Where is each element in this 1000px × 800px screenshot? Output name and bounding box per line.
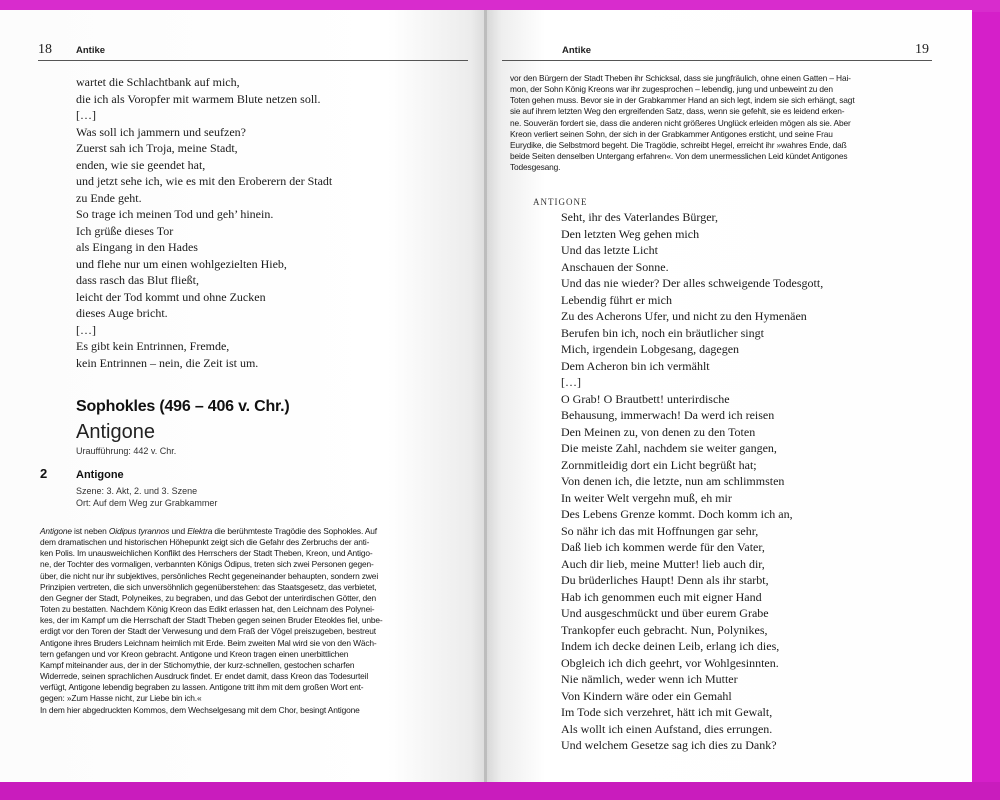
text-line: zu Ende geht. bbox=[76, 190, 142, 205]
text-segment: ne, der Tochter des vormaligen, verbannten Königs Ödipus, treten sich zwei Personen gegen- bbox=[40, 559, 374, 570]
text-title: Antigone bbox=[76, 469, 124, 481]
running-head: Antike bbox=[76, 45, 106, 56]
text-line: […] bbox=[76, 108, 96, 122]
text-line: mon, der Sohn König Kreons war ihr zugesprochen – lebendig, jung und unbeweint zu den bbox=[510, 84, 833, 95]
text-segment: Widerrede, seinen sprachlichen Ausdruck findet. Er endet damit, dass Kreon das Todesurteil bbox=[40, 671, 369, 682]
text-line bbox=[40, 559, 383, 570]
text-segment: Kampf miteinander aus, der in der Stichomythie, der kurz-schnellen, gestochen scharfen bbox=[40, 659, 355, 670]
page-number: 19 bbox=[915, 42, 929, 57]
running-head: Antike bbox=[562, 45, 592, 56]
text-line: vor den Bürgern der Stadt Theben ihr Schicksal, dass sie jungfräulich, ohne einen Gatten – Hai- bbox=[510, 73, 851, 83]
text-line: als Eingang in den Hades bbox=[76, 240, 198, 254]
text-line: Indem ich decke deinen Leib, erlang ich dies, bbox=[561, 639, 780, 653]
text-line: und flehe nur um einen wohlgezielten Hieb, bbox=[76, 256, 287, 271]
text-segment: tern gefangen und vor Kreon gebracht. Antigone und Kreon tragen einen unerbittlichen bbox=[40, 648, 349, 659]
text-segment: erdigt vor den Toren der Stadt der Verwesung und dem Fraß der Vögel preiszugeben, bestreut bbox=[40, 626, 376, 637]
text-line: Berufen bin ich, noch ein bräutlicher singt bbox=[561, 325, 764, 340]
magenta-bottom-edge bbox=[0, 782, 1000, 800]
text-segment: dem dramatischen und historischen Höhepunkt zeigt sich die Gefahr des Zerbruchs der anti- bbox=[40, 537, 370, 548]
text-line bbox=[40, 548, 383, 559]
text-line bbox=[40, 649, 383, 660]
text-line: und jetzt sehe ich, wie es mit den Eroberern der Stadt bbox=[76, 174, 333, 188]
text-line: Dem Acheron bin ich vermählt bbox=[561, 358, 710, 373]
text-line bbox=[40, 615, 383, 626]
text-line: Behausung, immerwach! Da werd ich reisen bbox=[561, 408, 775, 422]
text-line: In weiter Welt vergehn muß, eh mir bbox=[561, 490, 732, 505]
text-line bbox=[40, 626, 383, 637]
text-line bbox=[40, 537, 383, 548]
intro-paragraph bbox=[40, 526, 383, 716]
text-line bbox=[40, 682, 383, 693]
text-line: Als wollt ich einen Aufstand, dies errungen. bbox=[561, 721, 773, 736]
text-line: sie auf ihrem letzten Weg den ergreifenden Satz, dass, wenn sie gefehlt, sie es leidend erken- bbox=[510, 106, 845, 117]
text-line: O Grab! O Brautbett! unterirdische bbox=[561, 391, 730, 406]
text-line: wartet die Schlachtbank auf mich, bbox=[76, 75, 240, 89]
place-line: Ort: Auf dem Weg zur Grabkammer bbox=[76, 497, 218, 508]
header-rule bbox=[38, 60, 468, 61]
text-line bbox=[40, 638, 383, 649]
text-line: Toten gehen muss. Bevor sie in der Grabkammer Hand an sich legt, indem sie sich erhängt, sagt bbox=[510, 95, 855, 106]
text-line: Den Meinen zu, von denen zu den Toten bbox=[561, 424, 756, 439]
text-line: Im Tode sich verzehret, hätt ich mit Gewalt, bbox=[561, 705, 773, 719]
text-line bbox=[40, 571, 383, 582]
text-line: Eurydike, die Selbstmord begeht. Die Tragödie, schreibt Hegel, erreicht ihr »wahres Ende, daß bbox=[510, 139, 847, 150]
text-segment: ist neben bbox=[71, 526, 109, 536]
text-line: Zuerst sah ich Troja, meine Stadt, bbox=[76, 141, 238, 155]
page-number: 18 bbox=[38, 42, 52, 57]
text-line: leicht der Tod kommt und ohne Zucken bbox=[76, 289, 266, 304]
text-line: Was soll ich jammern und seufzen? bbox=[76, 124, 246, 139]
text-line: […] bbox=[76, 322, 96, 337]
text-line: Und das letzte Licht bbox=[561, 243, 658, 257]
text-segment: In dem hier abgedruckten Kommos, dem Wechselgesang mit dem Chor, besingt Antigone bbox=[40, 704, 360, 715]
text-line: beide Seiten denselben Untergang erfahren«. Von dem unermesslichen Leid kündet Antigones bbox=[510, 151, 848, 162]
text-segment: ken Polis. Im unausweichlichen Konflikt des Herrschers der Stadt Theben, Kreon, und Antigo- bbox=[40, 548, 373, 559]
work-reference: Antigone bbox=[40, 526, 72, 536]
text-number: 2 bbox=[40, 466, 48, 481]
text-line bbox=[40, 671, 383, 682]
speaker-label: ANTIGONE bbox=[533, 197, 588, 207]
text-line: Und ausgeschmückt und über eurem Grabe bbox=[561, 606, 769, 620]
text-line: Es gibt kein Entrinnen, Fremde, bbox=[76, 339, 230, 353]
text-line bbox=[40, 593, 383, 604]
text-line: Auch dir lieb, meine Mutter! lieb auch dir, bbox=[561, 556, 765, 571]
text-line: Ich grüße dieses Tor bbox=[76, 223, 174, 238]
text-line: Hab ich genommen euch mit eigner Hand bbox=[561, 589, 762, 604]
text-line: So nähr ich das mit Hoffnungen gar sehr, bbox=[561, 523, 759, 538]
text-line: Und welchem Gesetze sag ich dies zu Dank? bbox=[561, 738, 777, 752]
text-line: Von denen ich, die letzte, nun am schlimmsten bbox=[561, 474, 785, 488]
text-line bbox=[40, 705, 383, 716]
text-segment: Toten zu bestatten. Nachdem König Kreon das Edikt erlassen hat, den Leichnam des Polynei- bbox=[40, 604, 375, 615]
text-line bbox=[40, 582, 383, 593]
text-line: Den letzten Weg gehen mich bbox=[561, 226, 700, 241]
text-line: Kreon verliert seinen Sohn, der sich in der Grabkammer Antigones ersticht, und seine Frau bbox=[510, 128, 833, 139]
text-line: Die meiste Zahl, nachdem sie weiter gangen, bbox=[561, 441, 777, 455]
text-line: Trankopfer euch gebracht. Nun, Polynikes, bbox=[561, 622, 768, 637]
text-line: ne. Souverän fordert sie, dass die anderen nicht größeres Unglück erleiden mögen als sie. Aber bbox=[510, 117, 851, 128]
text-segment: Antigone ihres Bruders Leichnam heimlich mit Erde. Beim zweiten Mal wird sie von den Wäch- bbox=[40, 637, 377, 648]
intro-continuation bbox=[510, 73, 855, 173]
scene-info bbox=[76, 486, 217, 509]
text-line: Und das nie wieder? Der alles schweigende Todesgott, bbox=[561, 276, 824, 290]
text-segment: den Gegner der Stadt, Polyneikes, zu begraben, und das Gebot der unterirdischen Götter, den bbox=[40, 592, 376, 603]
work-title: Antigone bbox=[76, 421, 155, 443]
text-line: Nie nämlich, weder wenn ich Mutter bbox=[561, 672, 738, 686]
text-line: Obgleich ich dich geehrt, vor Wohlgesinnten. bbox=[561, 655, 779, 670]
text-segment: die berühmteste Tragödie des Sophokles. Auf bbox=[212, 526, 377, 536]
text-line: Zu des Acherons Ufer, und nicht zu den Hymenäen bbox=[561, 309, 807, 323]
text-line: kein Entrinnen – nein, die Zeit ist um. bbox=[76, 355, 259, 370]
text-line: So trage ich meinen Tod und geh’ hinein. bbox=[76, 207, 274, 221]
text-line: die ich als Voropfer mit warmem Blute netzen soll. bbox=[76, 91, 321, 106]
text-line bbox=[40, 693, 383, 704]
text-line: Zornmitleidig dort ein Licht begrüßt hat; bbox=[561, 457, 757, 472]
text-segment: gegen: »Zum Hasse nicht, zur Liebe bin ich.« bbox=[40, 693, 202, 704]
text-line bbox=[40, 660, 383, 671]
text-line: Mich, irgendein Lobgesang, dagegen bbox=[561, 342, 740, 356]
text-line: Todesgesang. bbox=[510, 162, 561, 173]
text-line: Anschauen der Sonne. bbox=[561, 259, 669, 274]
text-segment: Prinzipien vertreten, die sich unversöhnlich gegenüberstehen: das Staatsgesetz, das verbietet, bbox=[40, 581, 377, 592]
left-page bbox=[0, 10, 485, 782]
text-segment: und bbox=[169, 526, 188, 536]
text-line: Lebendig führt er mich bbox=[561, 292, 672, 307]
text-segment: über, die nicht nur ihr subjektives, persönliches Recht gegeneinander behaupten, sondern zwei bbox=[40, 570, 379, 581]
verse-block bbox=[76, 74, 332, 371]
scene-line: Szene: 3. Akt, 2. und 3. Szene bbox=[76, 486, 198, 496]
author-heading: Sophokles (496 – 406 v. Chr.) bbox=[76, 398, 290, 415]
text-line: Daß lieb ich kommen werde für den Vater, bbox=[561, 540, 765, 554]
verse-block-antigone bbox=[561, 209, 823, 754]
text-line: enden, wie sie geendet hat, bbox=[76, 157, 206, 172]
text-line: Du brüderliches Haupt! Denn als ihr starbt, bbox=[561, 573, 769, 587]
text-line: dass rasch das Blut fließt, bbox=[76, 273, 199, 287]
text-segment: verfügt, Antigone lebendig begraben zu lassen. Antigone tritt ihm mit dem großen Wort ent- bbox=[40, 682, 364, 693]
text-line: Des Lebens Grenze kommt. Doch komm ich an, bbox=[561, 507, 793, 521]
header-rule bbox=[502, 60, 932, 61]
text-line bbox=[40, 526, 383, 537]
work-reference: Elektra bbox=[187, 526, 213, 536]
premiere-date: Uraufführung: 442 v. Chr. bbox=[76, 446, 177, 456]
text-line: Seht, ihr des Vaterlandes Bürger, bbox=[561, 210, 719, 224]
text-line: dieses Auge bricht. bbox=[76, 306, 168, 320]
text-line: Von Kindern wäre oder ein Gemahl bbox=[561, 688, 732, 703]
text-line bbox=[40, 604, 383, 615]
text-line: […] bbox=[561, 375, 581, 389]
text-segment: kes, der im Kampf um die Herrschaft der Stadt Theben gegen seinen Bruder Eteokles fiel, unbe- bbox=[40, 615, 383, 626]
work-reference: Oidipus tyrannos bbox=[108, 526, 170, 536]
